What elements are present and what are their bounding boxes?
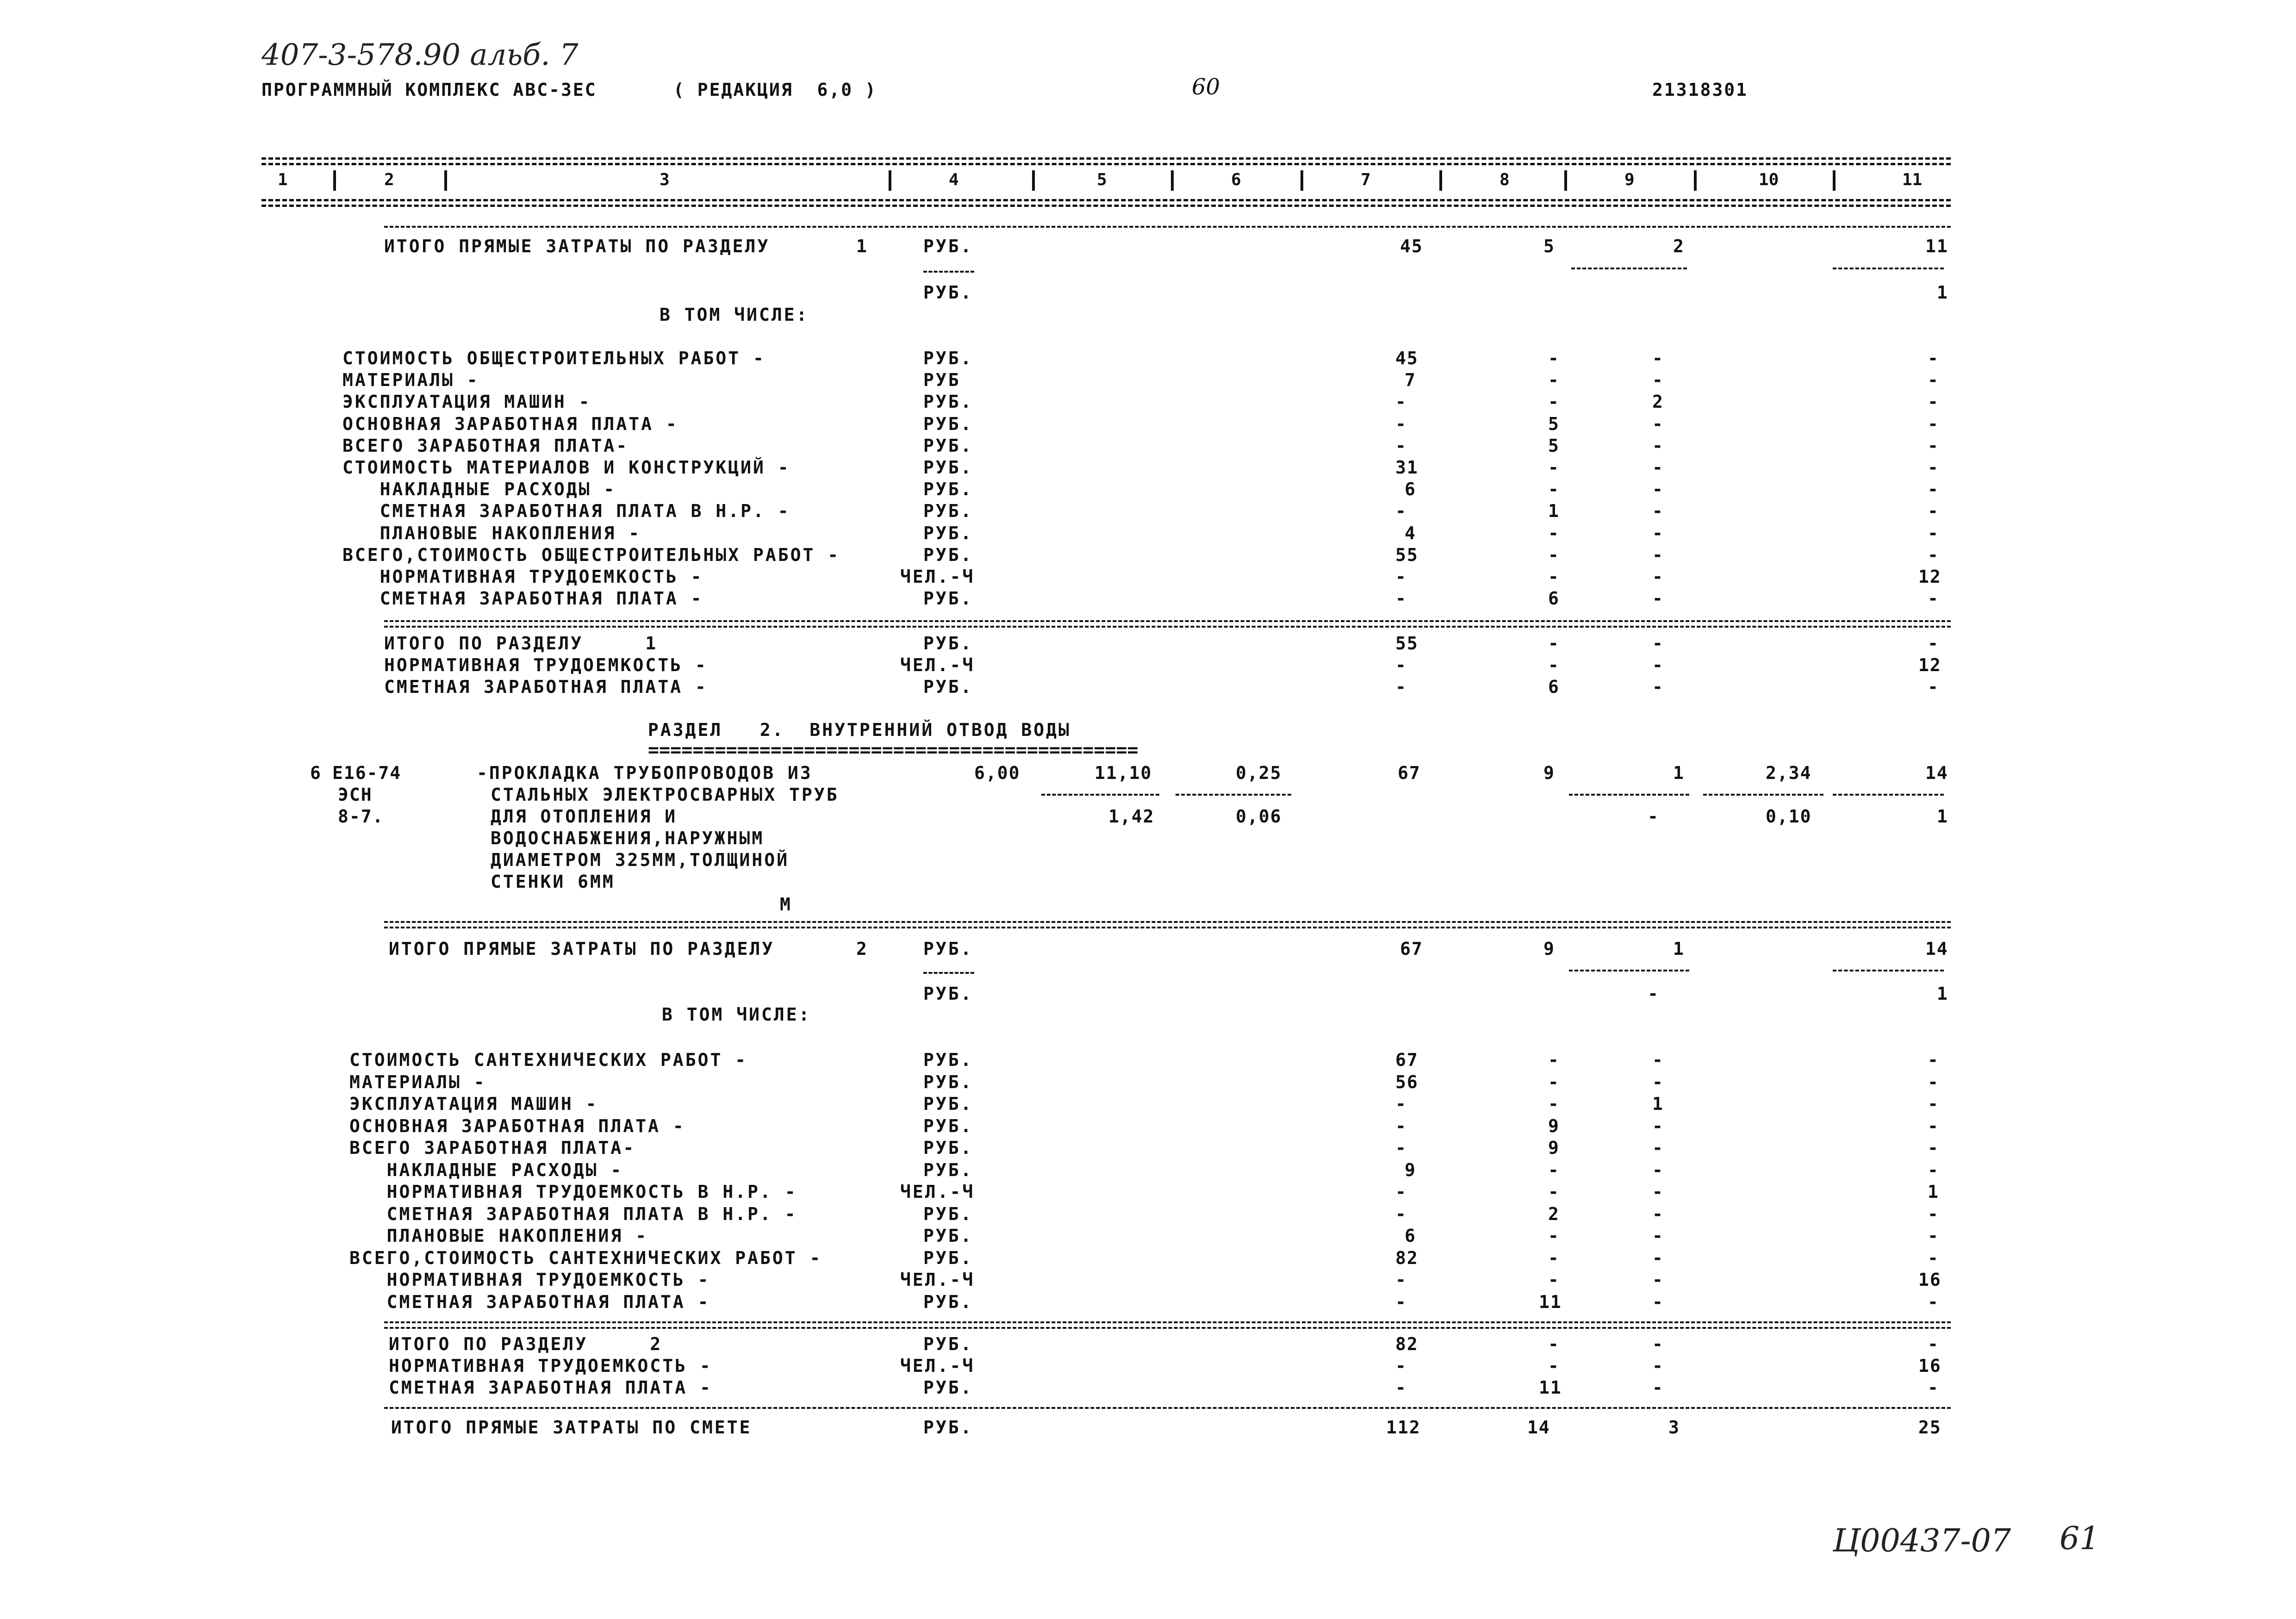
row-c9: - [1652, 1270, 1664, 1290]
row-c9: 2 [1652, 392, 1664, 412]
row-c11: - [1928, 501, 1939, 522]
column-separator [1439, 170, 1442, 191]
row-label: НОРМАТИВНАЯ ТРУДОЕМКОСТЬ - [349, 1270, 710, 1290]
row-unit: РУБ. [923, 1247, 973, 1268]
row-unit: РУБ. [923, 1291, 973, 1312]
row-c8: - [1548, 1071, 1560, 1092]
estimate-total-c7: 112 [1386, 1417, 1421, 1438]
row-label: НОРМАТИВНАЯ ТРУДОЕМКОСТЬ В Н.Р. - [349, 1182, 797, 1202]
row-label: ПЛАНОВЫЕ НАКОПЛЕНИЯ - [349, 1226, 648, 1246]
c10-underline [1703, 794, 1823, 796]
row-unit: РУБ. [923, 1071, 973, 1092]
row-c9: - [1652, 1356, 1664, 1376]
header-rule-bottom [261, 199, 1951, 201]
row-c9: - [1652, 567, 1664, 587]
item-c6b: 0,06 [1236, 806, 1282, 827]
row-c9: - [1652, 1115, 1664, 1136]
row-label: СМЕТНАЯ ЗАРАБОТНАЯ ПЛАТА - [342, 588, 703, 609]
row-c8: - [1548, 348, 1560, 368]
row-c7: 82 [1395, 1247, 1419, 1268]
row-c8: - [1548, 655, 1560, 675]
row-c11: - [1928, 544, 1939, 565]
row-unit: РУБ. [923, 677, 973, 697]
header-rule-top [261, 157, 1951, 160]
section2-totals-c9b: - [1648, 984, 1659, 1004]
row-c8: 2 [1548, 1203, 1560, 1224]
row-c7: 9 [1405, 1159, 1416, 1180]
row-c9: - [1652, 1182, 1664, 1202]
row-c8: - [1548, 567, 1560, 587]
row-c7: - [1395, 392, 1407, 412]
row-c11: - [1928, 1291, 1939, 1312]
row-c11: - [1928, 1203, 1939, 1224]
handwritten-project-code: 407-3-578.90 альб. 7 [261, 38, 579, 72]
row-c11: - [1928, 1115, 1939, 1136]
row-c11: 12 [1918, 655, 1941, 675]
column-header-5: 5 [1097, 170, 1107, 189]
column-separator [1694, 170, 1697, 191]
row-c9: - [1652, 655, 1664, 675]
row-c11: 1 [1928, 1182, 1939, 1202]
row-c7: - [1395, 588, 1407, 609]
row-c11: - [1928, 392, 1939, 412]
row-unit: РУБ. [923, 1159, 973, 1180]
row-c8: - [1548, 457, 1560, 478]
row-c11: 16 [1918, 1270, 1941, 1290]
row-c11: - [1928, 435, 1939, 456]
row-c8: 6 [1548, 588, 1560, 609]
row-c11: - [1928, 1226, 1939, 1246]
row-c11: - [1928, 1247, 1939, 1268]
row-c9: - [1652, 1138, 1664, 1158]
item-description-line: СТАЛЬНЫХ ЭЛЕКТРОСВАРНЫХ ТРУБ [491, 785, 839, 805]
row-label: СМЕТНАЯ ЗАРАБОТНАЯ ПЛАТА - [349, 1291, 710, 1312]
c11-underline [1833, 268, 1944, 269]
column-header-3: 3 [660, 170, 670, 189]
row-c9: - [1652, 479, 1664, 500]
row-c11: - [1928, 1094, 1939, 1114]
row-c8: - [1548, 1226, 1560, 1246]
row-c11: - [1928, 348, 1939, 368]
row-c9: - [1652, 1247, 1664, 1268]
row-c9: - [1652, 633, 1664, 654]
section1-subheading: В ТОМ ЧИСЛЕ: [660, 305, 809, 325]
row-c7: - [1395, 1356, 1407, 1376]
section1-totals-c11a: 11 [1925, 236, 1948, 256]
header-rule-bottom-2 [261, 205, 1951, 207]
row-c9: - [1652, 1226, 1664, 1246]
row-c7: - [1395, 1203, 1407, 1224]
row-label: ВСЕГО,СТОИМОСТЬ САНТЕХНИЧЕСКИХ РАБОТ - [349, 1247, 822, 1268]
section2-totals-c9: 1 [1673, 939, 1685, 959]
program-name: ПРОГРАММНЫЙ КОМПЛЕКС АВС-ЗЕС [261, 80, 597, 100]
row-unit: РУБ. [923, 348, 973, 368]
estimate-total-c9: 3 [1668, 1417, 1680, 1438]
row-c8: - [1548, 1182, 1560, 1202]
row-c9: - [1652, 1377, 1664, 1398]
row-c9: - [1652, 1159, 1664, 1180]
row-c11: - [1928, 1050, 1939, 1070]
section2-totals-c7: 67 [1400, 939, 1423, 959]
row-c9: - [1652, 544, 1664, 565]
row-c11: 12 [1918, 567, 1941, 587]
column-header-2: 2 [384, 170, 394, 189]
item-c11: 14 [1925, 763, 1948, 783]
row-c8: - [1548, 1050, 1560, 1070]
row-unit: РУБ. [923, 1226, 973, 1246]
unit-underline [923, 271, 974, 273]
column-separator [1833, 170, 1836, 191]
row-label: ВСЕГО ЗАРАБОТНАЯ ПЛАТА- [342, 435, 629, 456]
row-c7: 31 [1395, 457, 1419, 478]
row-label: СТОИМОСТЬ ОБЩЕСТРОИТЕЛЬНЫХ РАБОТ - [342, 348, 765, 368]
estimate-total-c11: 25 [1918, 1417, 1941, 1438]
row-c8: 11 [1539, 1291, 1562, 1312]
row-unit: РУБ. [923, 1334, 973, 1354]
handwritten-archive-code: Ц00437-07 [1833, 1523, 2011, 1559]
row-c7: - [1395, 1182, 1407, 1202]
row-unit: РУБ. [923, 457, 973, 478]
row-label: СТОИМОСТЬ МАТЕРИАЛОВ И КОНСТРУКЦИЙ - [342, 457, 790, 478]
item-c10: 2,34 [1766, 763, 1812, 783]
item-description-line: ДЛЯ ОТОПЛЕНИЯ И [491, 806, 678, 827]
c11-item-underline [1833, 794, 1944, 796]
row-c11: 16 [1918, 1356, 1941, 1376]
item-description-line: -ПРОКЛАДКА ТРУБОПРОВОДОВ ИЗ [477, 763, 813, 783]
item-c5: 11,10 [1095, 763, 1152, 783]
section1-totals-title: ИТОГО ПРЯМЫЕ ЗАТРАТЫ ПО РАЗДЕЛУ [384, 236, 770, 256]
row-c9: - [1652, 370, 1664, 391]
row-unit: РУБ. [923, 1094, 973, 1114]
column-header-1: 1 [278, 170, 288, 189]
row-unit: ЧЕЛ.-Ч [900, 1182, 975, 1202]
row-c9: - [1652, 1071, 1664, 1092]
section1-totals-c7: 45 [1400, 236, 1423, 256]
row-label: МАТЕРИАЛЫ - [349, 1071, 486, 1092]
estimate-total-rule [384, 1407, 1951, 1409]
item-c9: 1 [1673, 763, 1685, 783]
row-c7: 55 [1395, 633, 1419, 654]
c9-item-underline [1569, 794, 1689, 796]
row-unit: ЧЕЛ.-Ч [900, 1270, 975, 1290]
row-unit: РУБ. [923, 588, 973, 609]
row-c8: - [1548, 544, 1560, 565]
item-c8: 9 [1543, 763, 1555, 783]
item-c6: 0,25 [1236, 763, 1282, 783]
section1-totals-unit: РУБ. [923, 236, 973, 256]
row-c7: - [1395, 501, 1407, 522]
row-c8: - [1548, 392, 1560, 412]
row-label: ИТОГО ПО РАЗДЕЛУ 2 [389, 1334, 663, 1354]
row-c8: 5 [1548, 413, 1560, 434]
row-c11: - [1928, 523, 1939, 543]
section1-summary-rule [384, 620, 1951, 622]
item-description-line: ВОДОСНАБЖЕНИЯ,НАРУЖНЫМ [491, 828, 765, 848]
row-label: МАТЕРИАЛЫ - [342, 370, 479, 391]
item-number: 6 [310, 763, 322, 783]
row-c11: - [1928, 370, 1939, 391]
edition: ( РЕДАКЦИЯ 6,0 ) [673, 80, 877, 100]
row-label: НОРМАТИВНАЯ ТРУДОЕМКОСТЬ - [342, 567, 703, 587]
section2-summary-rule-2 [384, 1327, 1951, 1329]
row-unit: РУБ. [923, 413, 973, 434]
section1-totals-rule [384, 226, 1951, 228]
row-c7: - [1395, 1138, 1407, 1158]
row-label: ПЛАНОВЫЕ НАКОПЛЕНИЯ - [342, 523, 641, 543]
row-label: СТОИМОСТЬ САНТЕХНИЧЕСКИХ РАБОТ - [349, 1050, 748, 1070]
row-c8: - [1548, 479, 1560, 500]
row-c9: 1 [1652, 1094, 1664, 1114]
item-code: Е16-74 [332, 763, 402, 783]
row-label: ОСНОВНАЯ ЗАРАБОТНАЯ ПЛАТА - [342, 413, 678, 434]
section2-totals-rule-2 [384, 927, 1951, 928]
row-c7: 6 [1405, 479, 1416, 500]
row-c7: 55 [1395, 544, 1419, 565]
row-label: СМЕТНАЯ ЗАРАБОТНАЯ ПЛАТА - [389, 1377, 712, 1398]
row-c11: - [1928, 677, 1939, 697]
column-separator [1300, 170, 1303, 191]
row-c9: - [1652, 501, 1664, 522]
row-c7: 82 [1395, 1334, 1419, 1354]
row-c8: - [1548, 1094, 1560, 1114]
row-c7: - [1395, 655, 1407, 675]
row-c7: - [1395, 1270, 1407, 1290]
row-label: ОСНОВНАЯ ЗАРАБОТНАЯ ПЛАТА - [349, 1115, 685, 1136]
item-c10b: 0,10 [1766, 806, 1812, 827]
row-unit: РУБ. [923, 479, 973, 500]
section1-totals-unit2: РУБ. [923, 282, 973, 303]
row-c11: - [1928, 1071, 1939, 1092]
section1-summary-rule-2 [384, 626, 1951, 628]
section1-totals-c8: 5 [1543, 236, 1555, 256]
row-c11: - [1928, 588, 1939, 609]
row-c7: - [1395, 1291, 1407, 1312]
section2-totals-title: ИТОГО ПРЯМЫЕ ЗАТРАТЫ ПО РАЗДЕЛУ [389, 939, 775, 959]
row-unit: РУБ. [923, 435, 973, 456]
row-c8: - [1548, 1356, 1560, 1376]
row-c8: - [1548, 523, 1560, 543]
row-c8: 5 [1548, 435, 1560, 456]
row-unit: РУБ. [923, 523, 973, 543]
section2-totals-unit2: РУБ. [923, 984, 973, 1004]
row-unit: РУБ. [923, 1203, 973, 1224]
row-unit: РУБ. [923, 1138, 973, 1158]
column-separator [1564, 170, 1567, 191]
row-c7: 45 [1395, 348, 1419, 368]
row-c7: - [1395, 1115, 1407, 1136]
row-unit: РУБ [923, 370, 961, 391]
row-c8: 6 [1548, 677, 1560, 697]
item-c7: 67 [1398, 763, 1421, 783]
section2-title-underline: ============================================ [648, 740, 1139, 761]
item-code-2: ЭСН [338, 785, 373, 805]
section2-title: РАЗДЕЛ 2. ВНУТРЕННИЙ ОТВОД ВОДЫ [648, 720, 1071, 740]
row-c11: - [1928, 1138, 1939, 1158]
column-separator [889, 170, 891, 191]
row-c8: - [1548, 1159, 1560, 1180]
row-label: ВСЕГО,СТОИМОСТЬ ОБЩЕСТРОИТЕЛЬНЫХ РАБОТ - [342, 544, 840, 565]
row-c9: - [1652, 523, 1664, 543]
row-label: СМЕТНАЯ ЗАРАБОТНАЯ ПЛАТА В Н.Р. - [349, 1203, 797, 1224]
unit-underline-2 [923, 972, 974, 974]
item-description-line: ДИАМЕТРОМ 325ММ,ТОЛЩИНОЙ [491, 850, 790, 870]
row-unit: ЧЕЛ.-Ч [900, 567, 975, 587]
row-c9: - [1652, 435, 1664, 456]
row-c11: - [1928, 633, 1939, 654]
row-c11: - [1928, 1377, 1939, 1398]
row-label: НОРМАТИВНАЯ ТРУДОЕМКОСТЬ - [389, 1356, 712, 1376]
row-c8: - [1548, 1270, 1560, 1290]
row-unit: РУБ. [923, 501, 973, 522]
row-c9: - [1652, 348, 1664, 368]
row-label: НАКЛАДНЫЕ РАСХОДЫ - [349, 1159, 623, 1180]
row-c7: - [1395, 567, 1407, 587]
column-separator [1032, 170, 1035, 191]
row-c8: 9 [1548, 1138, 1560, 1158]
estimate-total-label: ИТОГО ПРЯМЫЕ ЗАТРАТЫ ПО СМЕТЕ [391, 1417, 752, 1438]
row-unit: ЧЕЛ.-Ч [900, 1356, 975, 1376]
row-unit: РУБ. [923, 633, 973, 654]
row-c7: 7 [1405, 370, 1416, 391]
section2-subheading: В ТОМ ЧИСЛЕ: [662, 1004, 811, 1025]
row-c9: - [1652, 1291, 1664, 1312]
section2-totals-num: 2 [856, 939, 869, 959]
row-c8: 1 [1548, 501, 1560, 522]
row-label: ЭКСПЛУАТАЦИЯ МАШИН - [342, 392, 591, 412]
row-label: ИТОГО ПО РАЗДЕЛУ 1 [384, 633, 658, 654]
row-label: ВСЕГО ЗАРАБОТНАЯ ПЛАТА- [349, 1138, 636, 1158]
item-c5b: 1,42 [1108, 806, 1155, 827]
c9-s2-underline [1569, 970, 1689, 971]
row-c11: - [1928, 1334, 1939, 1354]
row-c11: - [1928, 1159, 1939, 1180]
item-quantity: 6,00 [974, 763, 1020, 783]
estimate-total-unit: РУБ. [923, 1417, 973, 1438]
row-c9: - [1652, 457, 1664, 478]
c9-underline [1571, 268, 1687, 269]
column-separator [333, 170, 336, 191]
estimate-total-c8: 14 [1527, 1417, 1550, 1438]
row-c7: - [1395, 677, 1407, 697]
row-c8: - [1548, 1247, 1560, 1268]
row-c11: - [1928, 457, 1939, 478]
row-c7: - [1395, 413, 1407, 434]
item-unit: М [780, 894, 792, 915]
row-c7: - [1395, 1094, 1407, 1114]
row-c7: 6 [1405, 1226, 1416, 1246]
section2-totals-unit: РУБ. [923, 939, 973, 959]
row-c9: - [1652, 413, 1664, 434]
column-header-4: 4 [949, 170, 959, 189]
row-label: НАКЛАДНЫЕ РАСХОДЫ - [342, 479, 616, 500]
row-c7: 67 [1395, 1050, 1419, 1070]
row-unit: РУБ. [923, 1050, 973, 1070]
item-code-3: 8-7. [338, 806, 384, 827]
row-c8: - [1548, 370, 1560, 391]
row-c11: - [1928, 479, 1939, 500]
row-c11: - [1928, 413, 1939, 434]
page-number: 60 [1192, 74, 1220, 100]
section1-totals-num: 1 [856, 236, 869, 256]
column-header-6: 6 [1231, 170, 1241, 189]
c11-s2-underline [1833, 970, 1944, 971]
section2-totals-c11a: 14 [1925, 939, 1948, 959]
row-c8: 11 [1539, 1377, 1562, 1398]
row-c9: - [1652, 677, 1664, 697]
row-unit: РУБ. [923, 544, 973, 565]
header-rule-top-2 [261, 163, 1951, 165]
section2-summary-rule [384, 1321, 1951, 1323]
c5-underline [1041, 794, 1159, 796]
section2-totals-c11b: 1 [1937, 984, 1948, 1004]
column-header-11: 11 [1902, 170, 1923, 189]
row-label: ЭКСПЛУАТАЦИЯ МАШИН - [349, 1094, 598, 1114]
row-c8: - [1548, 633, 1560, 654]
row-c8: - [1548, 1334, 1560, 1354]
section1-totals-c11b: 1 [1937, 282, 1948, 303]
row-c7: - [1395, 435, 1407, 456]
section2-totals-rule [384, 921, 1951, 923]
column-header-8: 8 [1500, 170, 1510, 189]
row-c9: - [1652, 1203, 1664, 1224]
item-description-line: СТЕНКИ 6ММ [491, 872, 615, 892]
column-separator [444, 170, 447, 191]
column-header-7: 7 [1361, 170, 1371, 189]
row-c7: - [1395, 1377, 1407, 1398]
section2-totals-c8: 9 [1543, 939, 1555, 959]
section1-totals-c9: 2 [1673, 236, 1685, 256]
column-header-10: 10 [1759, 170, 1779, 189]
column-header-9: 9 [1624, 170, 1635, 189]
row-unit: РУБ. [923, 1377, 973, 1398]
handwritten-page-number: 61 [2060, 1520, 2100, 1557]
row-c9: - [1652, 1050, 1664, 1070]
row-c7: 4 [1405, 523, 1416, 543]
document-number: 21318301 [1652, 80, 1748, 100]
column-separator [1171, 170, 1174, 191]
row-c8: 9 [1548, 1115, 1560, 1136]
row-unit: ЧЕЛ.-Ч [900, 655, 975, 675]
row-unit: РУБ. [923, 1115, 973, 1136]
row-c7: 56 [1395, 1071, 1419, 1092]
row-c9: - [1652, 1334, 1664, 1354]
row-label: НОРМАТИВНАЯ ТРУДОЕМКОСТЬ - [384, 655, 708, 675]
row-unit: РУБ. [923, 392, 973, 412]
row-label: СМЕТНАЯ ЗАРАБОТНАЯ ПЛАТА - [384, 677, 708, 697]
item-c9b: - [1648, 806, 1659, 827]
c6-underline [1176, 794, 1291, 796]
item-c11b: 1 [1937, 806, 1948, 827]
row-c9: - [1652, 588, 1664, 609]
row-label: СМЕТНАЯ ЗАРАБОТНАЯ ПЛАТА В Н.Р. - [342, 501, 790, 522]
